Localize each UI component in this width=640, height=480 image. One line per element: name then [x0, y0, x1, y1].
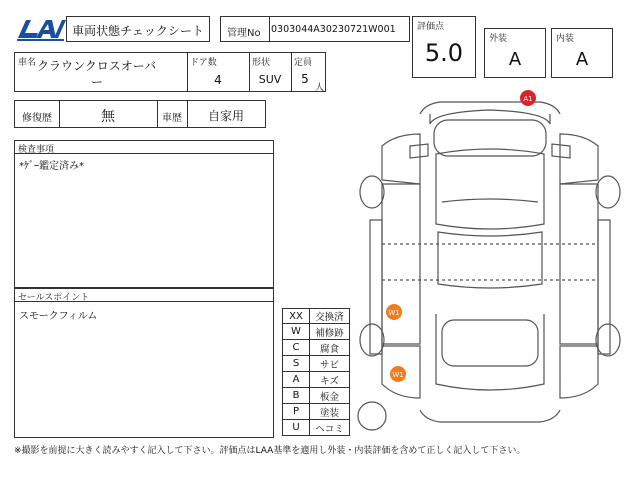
- right-doors: [560, 184, 598, 344]
- hood-panel: [434, 120, 546, 156]
- legend-code: W: [282, 323, 310, 340]
- interior-grade-box: [551, 28, 613, 78]
- legend-meaning: 交換済: [309, 308, 350, 324]
- spare-tire: [358, 402, 386, 430]
- car-damage-diagram: [350, 84, 630, 434]
- repair-history-label: 修復歴: [22, 113, 52, 124]
- damage-legend-table: [282, 308, 350, 436]
- left-rear-wheel: [360, 324, 384, 356]
- rear-window: [442, 320, 538, 366]
- shape-label: 形状: [252, 58, 271, 68]
- usage-history-value: 自家用: [207, 109, 244, 123]
- capacity-label: 定員: [294, 58, 313, 68]
- laa-logo: [14, 16, 66, 42]
- hood-outline: [430, 110, 550, 124]
- car-name-line1: クラウンクロスオーバ: [37, 59, 157, 73]
- legend-meaning: 板金: [309, 387, 350, 404]
- legend-code: C: [282, 339, 310, 356]
- mgmt-no-value: 0303044A30230721W001: [271, 24, 396, 35]
- legend-code: XX: [282, 308, 310, 324]
- footer-note: ※撮影を前提に大きく読みやすく記入して下さい。評価点はLAA基準を適用し外装・内装評価を含めて正しく記入して下さい。: [14, 446, 526, 456]
- interior-grade: A: [575, 49, 589, 70]
- damage-marker-w1-left: [386, 304, 402, 320]
- legend-code: A: [282, 371, 310, 388]
- legend-meaning: キズ: [309, 371, 350, 388]
- interior-label: 内装: [556, 34, 575, 44]
- legend-code: B: [282, 387, 310, 404]
- score-label: 評価点: [417, 22, 445, 32]
- capacity-value: 5: [301, 72, 309, 86]
- legend-meaning: 補修跡: [309, 323, 350, 340]
- sales-point-label: セールスポイント: [18, 293, 90, 303]
- right-rear-wheel: [596, 324, 620, 356]
- doors-label: ドア数: [190, 58, 217, 68]
- repair-history-value: 無: [101, 109, 115, 125]
- right-rear-fender: [560, 346, 598, 398]
- exterior-label: 外装: [489, 34, 508, 44]
- legend-code: S: [282, 355, 310, 372]
- right-rocker: [598, 220, 610, 354]
- right-front-fender: [560, 134, 598, 184]
- marker-label: W1: [388, 309, 400, 317]
- damage-marker-w1-rear: [390, 366, 406, 382]
- exterior-grade: A: [508, 49, 522, 70]
- left-front-fender: [382, 134, 420, 184]
- trunk-outline: [436, 314, 544, 390]
- windshield-roof-front: [436, 149, 544, 229]
- legend-meaning: ヘコミ: [309, 419, 350, 436]
- mgmt-no-label: 管理No: [227, 28, 261, 39]
- sales-point-text: スモークフィルム: [19, 311, 98, 322]
- left-doors: [382, 184, 420, 344]
- sales-point-box: [14, 288, 274, 438]
- car-name-line2: ー: [91, 75, 104, 89]
- usage-history-label: 車歴: [162, 113, 182, 124]
- left-front-wheel: [360, 176, 384, 208]
- legend-code: U: [282, 419, 310, 436]
- inspection-label: 検査事項: [18, 145, 55, 155]
- legend-meaning: 腐食: [309, 339, 350, 356]
- car-name-label: 車名: [18, 58, 37, 68]
- left-rocker: [370, 220, 382, 354]
- score-box: [412, 16, 476, 78]
- capacity-unit: 人: [315, 83, 325, 93]
- legend-meaning: サビ: [309, 355, 350, 372]
- shape-value: SUV: [258, 73, 282, 86]
- exterior-grade-box: [484, 28, 546, 78]
- marker-label: W1: [392, 371, 404, 379]
- title-box: [66, 16, 210, 42]
- damage-marker-a1: [520, 90, 536, 106]
- sheet-title: 車両状態チェックシート: [72, 24, 204, 38]
- right-front-wheel: [596, 176, 620, 208]
- rear-bumper-outline: [420, 410, 560, 422]
- doors-value: 4: [214, 73, 222, 87]
- vehicle-info-box: [14, 52, 326, 92]
- legend-meaning: 塗装: [309, 403, 350, 420]
- marker-label: A1: [523, 95, 533, 103]
- mgmt-no-box: [220, 16, 410, 42]
- front-bumper-outline: [420, 102, 560, 114]
- score-value: 5.0: [424, 39, 464, 67]
- history-box: [14, 100, 266, 128]
- inspection-text: *ｹﾞｰ鑑定済み*: [19, 161, 84, 172]
- inspection-notes-box: [14, 140, 274, 288]
- right-mirror: [552, 144, 570, 158]
- laa-logo-mark: [14, 16, 66, 42]
- legend-code: P: [282, 403, 310, 420]
- left-mirror: [410, 144, 428, 158]
